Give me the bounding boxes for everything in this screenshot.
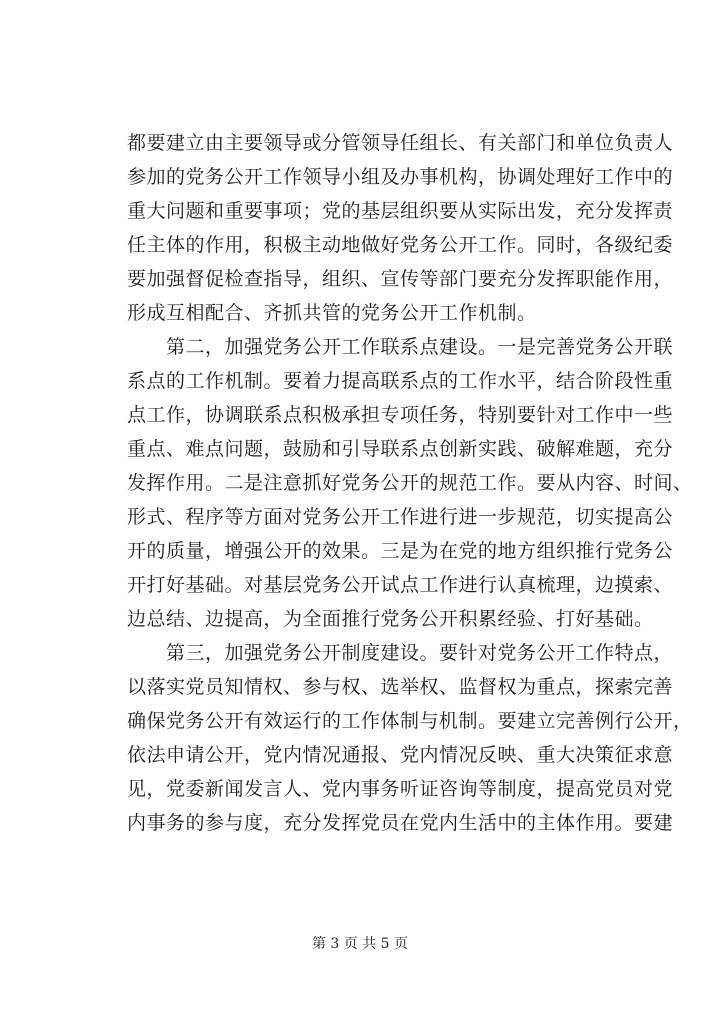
text-line-paragraph-start: 第二，加强党务公开工作联系点建设。一是完善党务公开联: [127, 336, 674, 358]
text-line: 发挥作用。二是注意抓好党务公开的规范工作。要从内容、时间、: [127, 472, 693, 494]
text-line: 重点、难点问题，鼓励和引导联系点创新实践、破解难题，充分: [127, 438, 674, 460]
text-line: 开打好基础。对基层党务公开试点工作进行认真梳理，边摸索、: [127, 574, 674, 596]
text-line: 要加强督促检查指导，组织、宣传等部门要充分发挥职能作用，: [127, 268, 674, 290]
text-line-paragraph-end: 边总结、边提高，为全面推行党务公开积累经验、打好基础。: [127, 608, 654, 630]
text-line: 参加的党务公开工作领导小组及办事机构，协调处理好工作中的: [127, 166, 674, 188]
text-line: 以落实党员知情权、参与权、选举权、监督权为重点，探索完善: [127, 676, 674, 698]
body-text: [127, 126, 693, 840]
text-line-paragraph-end: 形成互相配合、齐抓共管的党务公开工作机制。: [127, 302, 537, 324]
text-line: 内事务的参与度，充分发挥党员在党内生活中的主体作用。要建: [127, 812, 674, 834]
text-line: 形式、程序等方面对党务公开工作进行进一步规范，切实提高公: [127, 506, 674, 528]
text-line: 重大问题和重要事项；党的基层组织要从实际出发，充分发挥责: [127, 200, 674, 222]
text-line-paragraph-start: 第三，加强党务公开制度建设。要针对党务公开工作特点，: [127, 642, 674, 664]
text-line: 确保党务公开有效运行的工作体制与机制。要建立完善例行公开，: [127, 710, 693, 732]
text-line: 都要建立由主要领导或分管领导任组长、有关部门和单位负责人: [127, 132, 674, 154]
text-line: 开的质量，增强公开的效果。三是为在党的地方组织推行党务公: [127, 540, 674, 562]
text-line: 点工作，协调联系点积极承担专项任务，特别要针对工作中一些: [127, 404, 674, 426]
text-line: 见，党委新闻发言人、党内事务听证咨询等制度，提高党员对党: [127, 778, 674, 800]
text-line: 依法申请公开，党内情况通报、党内情况反映、重大决策征求意: [127, 744, 674, 766]
text-line: 任主体的作用，积极主动地做好党务公开工作。同时，各级纪委: [127, 234, 674, 256]
text-line: 系点的工作机制。要着力提高联系点的工作水平，结合阶段性重: [127, 370, 674, 392]
page-number-footer: 第 3 页 共 5 页: [311, 936, 409, 952]
